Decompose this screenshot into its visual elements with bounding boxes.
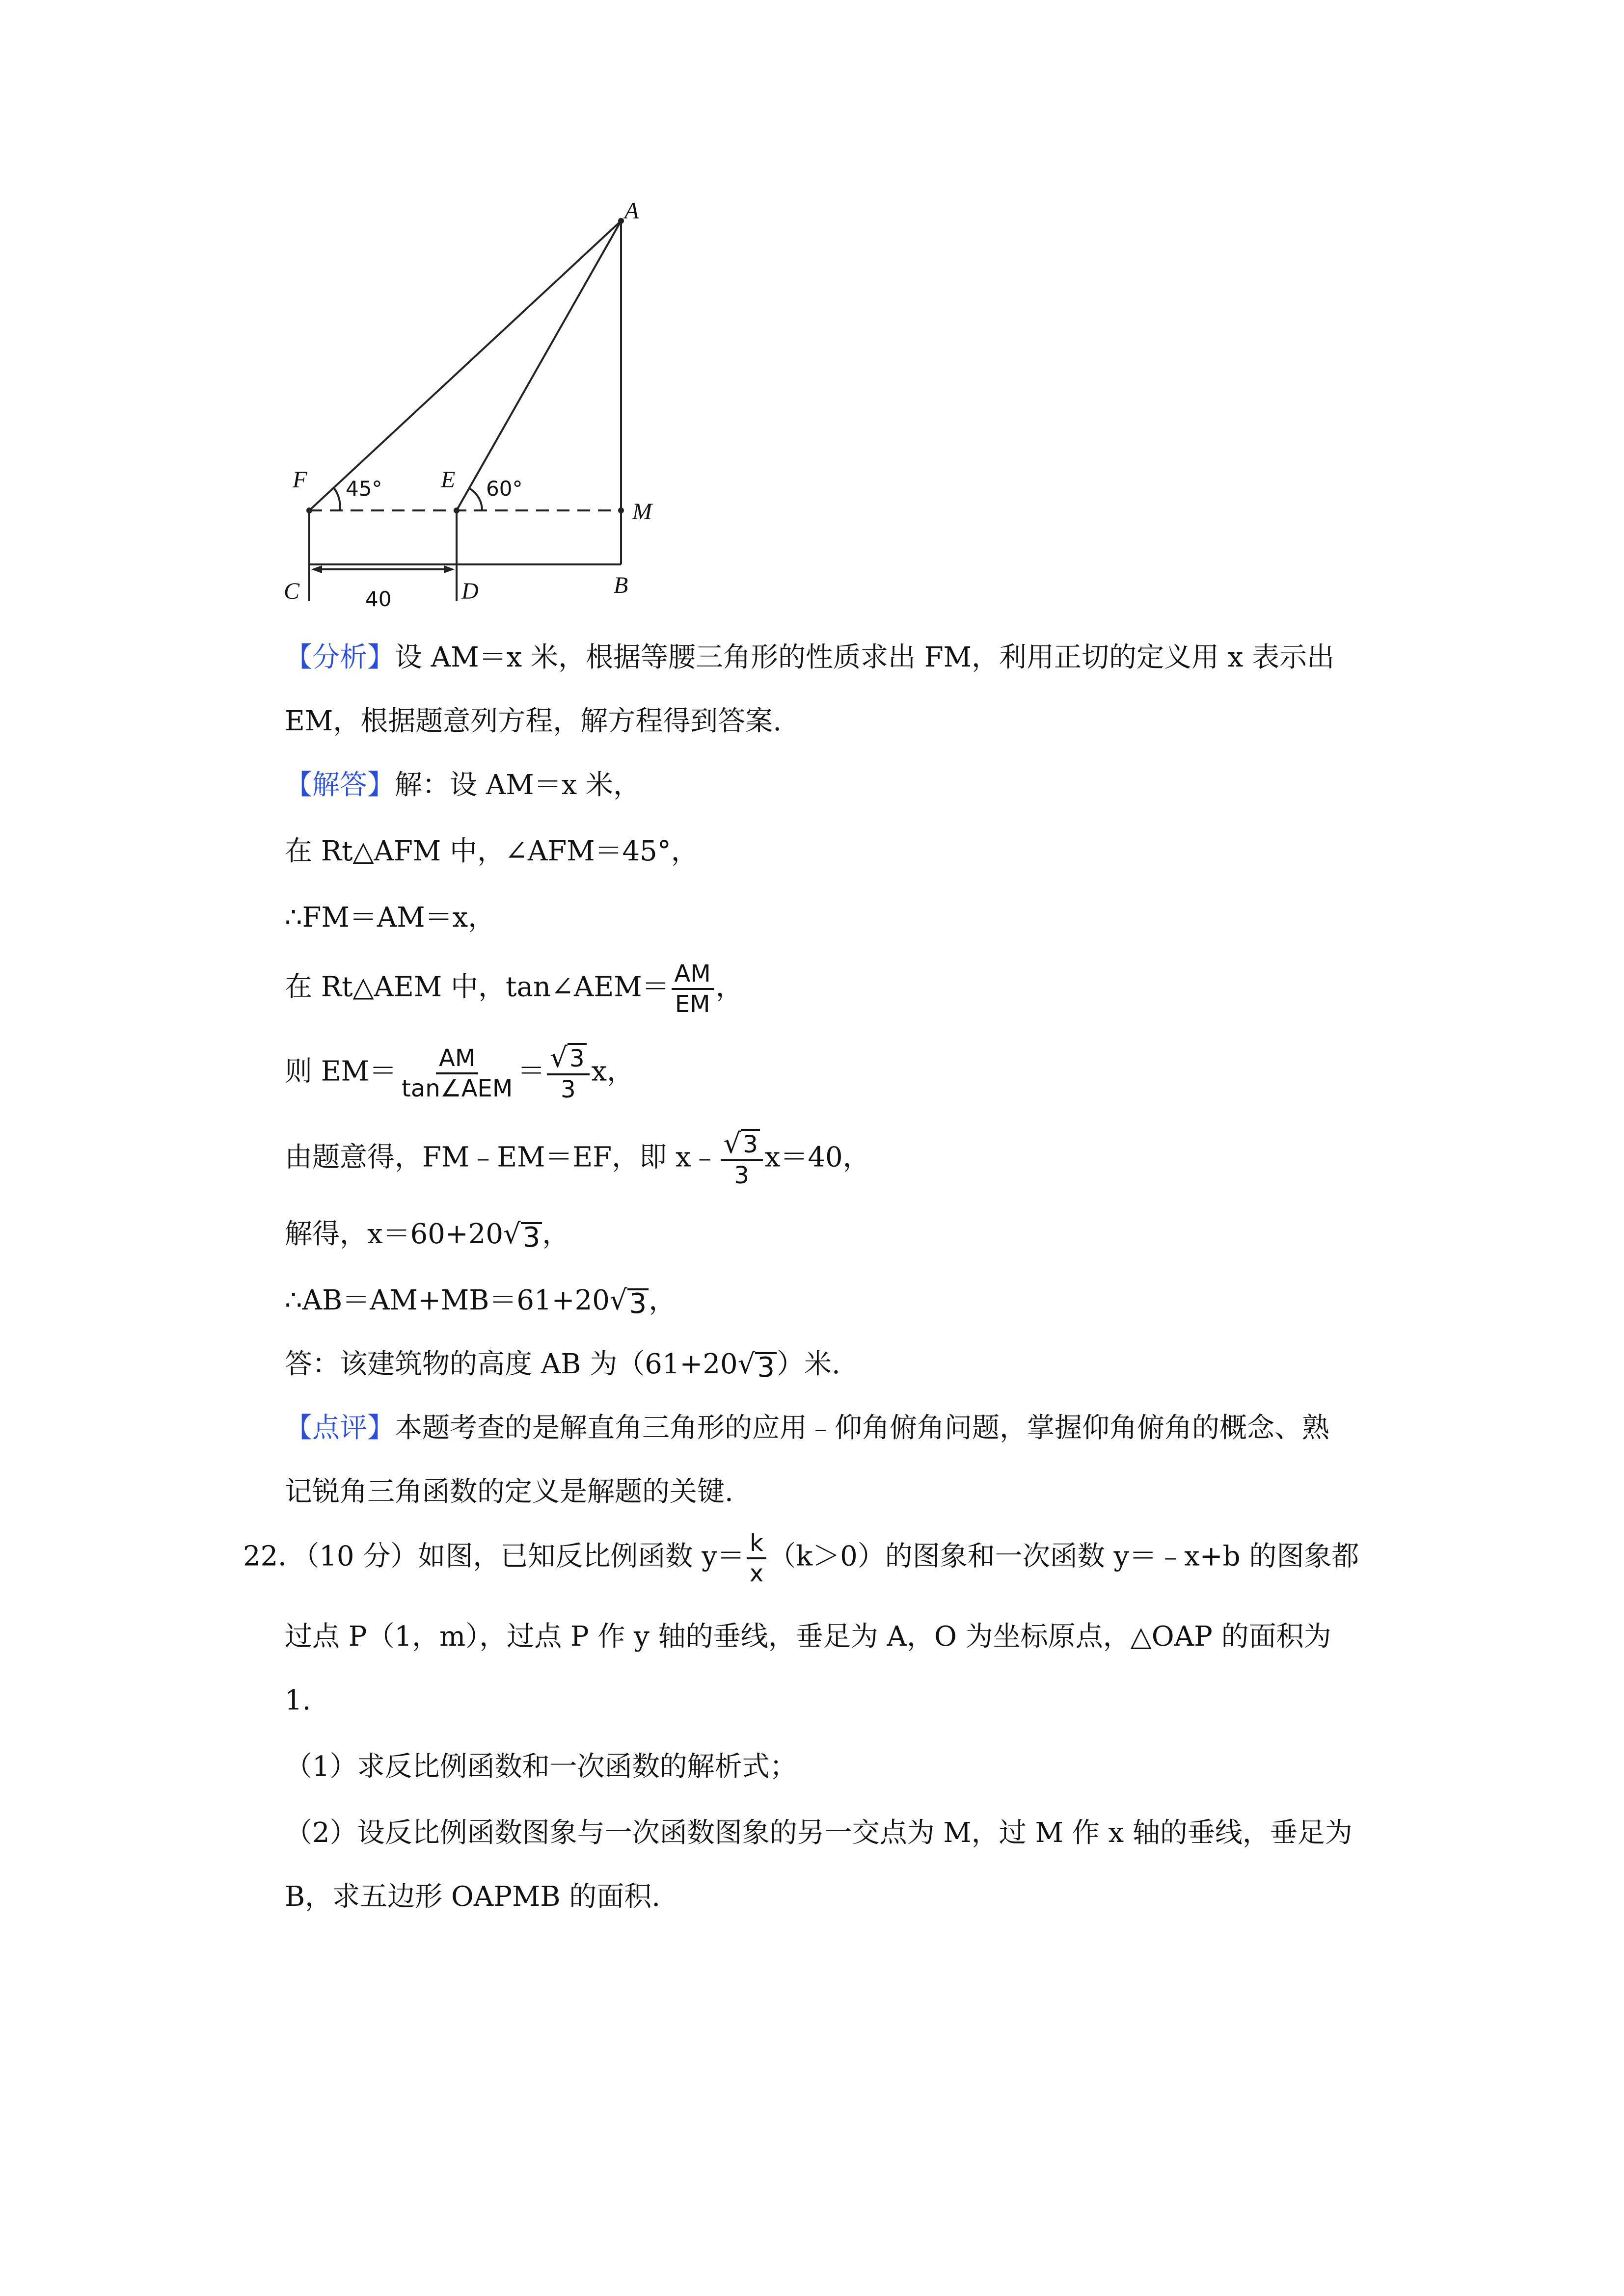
solution-line-9 [285, 1347, 840, 1382]
analysis-text-1: 设 AM＝x 米，根据等腰三角形的性质求出 FM，利用正切的定义用 x 表示出 [395, 641, 1335, 673]
analysis-line-2: EM，根据题意列方程，解方程得到答案. [285, 705, 782, 737]
question-22-part-2-line-1: （2）设反比例函数图象与一次函数图象的另一交点为 M，过 M 作 x 轴的垂线，垂足为 [285, 1817, 1353, 1849]
sqrt-symbol [503, 1217, 542, 1252]
solution-line-4 [285, 960, 743, 1018]
label-f: F [293, 467, 307, 493]
comment-line-2: 记锐角三角函数的定义是解题的关键. [285, 1476, 733, 1508]
solution-line-8-prefix: ∴AB＝AM+MB＝61+20 [285, 1284, 610, 1316]
fraction-k-over-x [747, 1529, 766, 1588]
point-m [618, 507, 624, 513]
comment-text-1: 本题考查的是解直角三角形的应用﹣仰角俯角问题，掌握仰角俯角的概念、熟 [395, 1412, 1329, 1444]
analysis-tag: 【分析】 [285, 641, 395, 673]
solution-line-6 [285, 1129, 870, 1190]
fraction-denominator: tan∠AEM [402, 1075, 513, 1102]
fraction-numerator [721, 1129, 763, 1161]
label-m: M [632, 499, 652, 525]
sqrt-symbol [550, 1043, 586, 1072]
line-fa [309, 221, 621, 510]
solution-line-6-suffix: x＝40， [764, 1141, 870, 1174]
solution-line-6-prefix: 由题意得，FM﹣EM＝EF，即 x﹣ [285, 1141, 719, 1174]
solution-line-3: ∴FM＝AM＝x， [285, 902, 496, 934]
solution-line-9-prefix: 答：该建筑物的高度 AB 为（61+20 [285, 1348, 738, 1380]
label-a: A [624, 198, 639, 224]
radical-sign: √ [737, 1348, 756, 1380]
solution-line-4-prefix: 在 Rt△AEM 中，tan∠AEM＝ [285, 971, 670, 1003]
distance-40-label: 40 [365, 587, 392, 611]
fraction-denominator: EM [675, 990, 710, 1018]
question-22-line-3: 1. [285, 1684, 311, 1716]
solution-line-8-suffix: ， [649, 1284, 677, 1316]
point-e [454, 507, 460, 513]
fraction-am-over-tan [399, 1044, 515, 1103]
solution-line-1 [285, 768, 641, 802]
radicand: 3 [627, 1288, 649, 1318]
fraction-numerator [547, 1043, 589, 1075]
solution-line-5-prefix: 则 EM＝ [285, 1055, 397, 1088]
fraction-numerator: AM [672, 960, 714, 990]
sqrt-symbol [738, 1347, 777, 1382]
radical-sign: √ [550, 1042, 568, 1074]
radicand: 3 [755, 1352, 777, 1382]
analysis-line-1 [285, 641, 1334, 675]
angle-arc-f [334, 488, 340, 510]
solution-line-9-suffix: ）米. [776, 1348, 840, 1380]
solution-line-5 [285, 1043, 634, 1104]
solution-tag: 【解答】 [285, 769, 395, 801]
label-e: E [441, 467, 456, 493]
label-b: B [614, 572, 628, 598]
radicand: 3 [521, 1222, 542, 1252]
point-f [306, 507, 312, 513]
arrow-left [311, 565, 322, 573]
fraction-sqrt3-over-3 [721, 1129, 763, 1190]
label-c: C [284, 578, 300, 604]
fraction-sqrt3-over-3 [547, 1043, 589, 1104]
angle-arc-e [468, 488, 482, 510]
comment-line-1 [285, 1411, 1329, 1445]
fraction-denominator: 3 [734, 1162, 749, 1189]
fraction-am-over-em [672, 960, 714, 1018]
solution-text-1: 解：设 AM＝x 米， [395, 769, 641, 801]
question-22-prefix: 22．（10 分）如图，已知反比例函数 y＝ [243, 1540, 745, 1573]
angle-45-label: 45° [346, 477, 382, 501]
arrow-right [444, 565, 455, 573]
geometry-figure [275, 191, 727, 628]
question-22-part-2-line-2: B，求五边形 OAPMB 的面积. [285, 1881, 661, 1913]
fraction-denominator: 3 [561, 1076, 576, 1103]
radical-sign: √ [609, 1284, 627, 1316]
radicand: 3 [568, 1043, 587, 1072]
solution-line-2: 在 Rt△AFM 中，∠AFM＝45°， [285, 835, 699, 867]
line-ea [457, 221, 621, 510]
equals-sign: ＝ [517, 1055, 545, 1088]
solution-line-7-prefix: 解得，x＝60+20 [285, 1218, 504, 1250]
radical-sign: √ [503, 1218, 521, 1250]
question-22-suffix: （k＞0）的图象和一次函数 y＝﹣x+b 的图象都 [768, 1540, 1359, 1573]
solution-line-7-suffix: ， [542, 1218, 570, 1250]
triangle-diagram [275, 191, 727, 628]
solution-line-5-suffix: x， [591, 1055, 635, 1088]
sqrt-symbol [610, 1283, 649, 1318]
fraction-numerator: k [747, 1529, 766, 1559]
solution-line-4-suffix: ， [715, 971, 743, 1003]
question-22-line-1 [243, 1529, 1359, 1588]
fraction-denominator: x [749, 1560, 764, 1587]
comment-tag: 【点评】 [285, 1412, 395, 1444]
radical-sign: √ [723, 1128, 741, 1160]
question-22-line-2: 过点 P（1，m），过点 P 作 y 轴的垂线，垂足为 A，O 为坐标原点，△OAP 的面积为 [285, 1621, 1331, 1653]
angle-60-label: 60° [486, 477, 523, 501]
point-a [618, 218, 624, 224]
radicand: 3 [741, 1129, 760, 1158]
solution-line-8 [285, 1283, 676, 1318]
sqrt-symbol [724, 1129, 760, 1158]
fraction-numerator: AM [436, 1044, 478, 1074]
question-22-part-1: （1）求反比例函数和一次函数的解析式； [285, 1751, 797, 1783]
solution-line-7 [285, 1217, 569, 1252]
label-d: D [461, 578, 479, 604]
